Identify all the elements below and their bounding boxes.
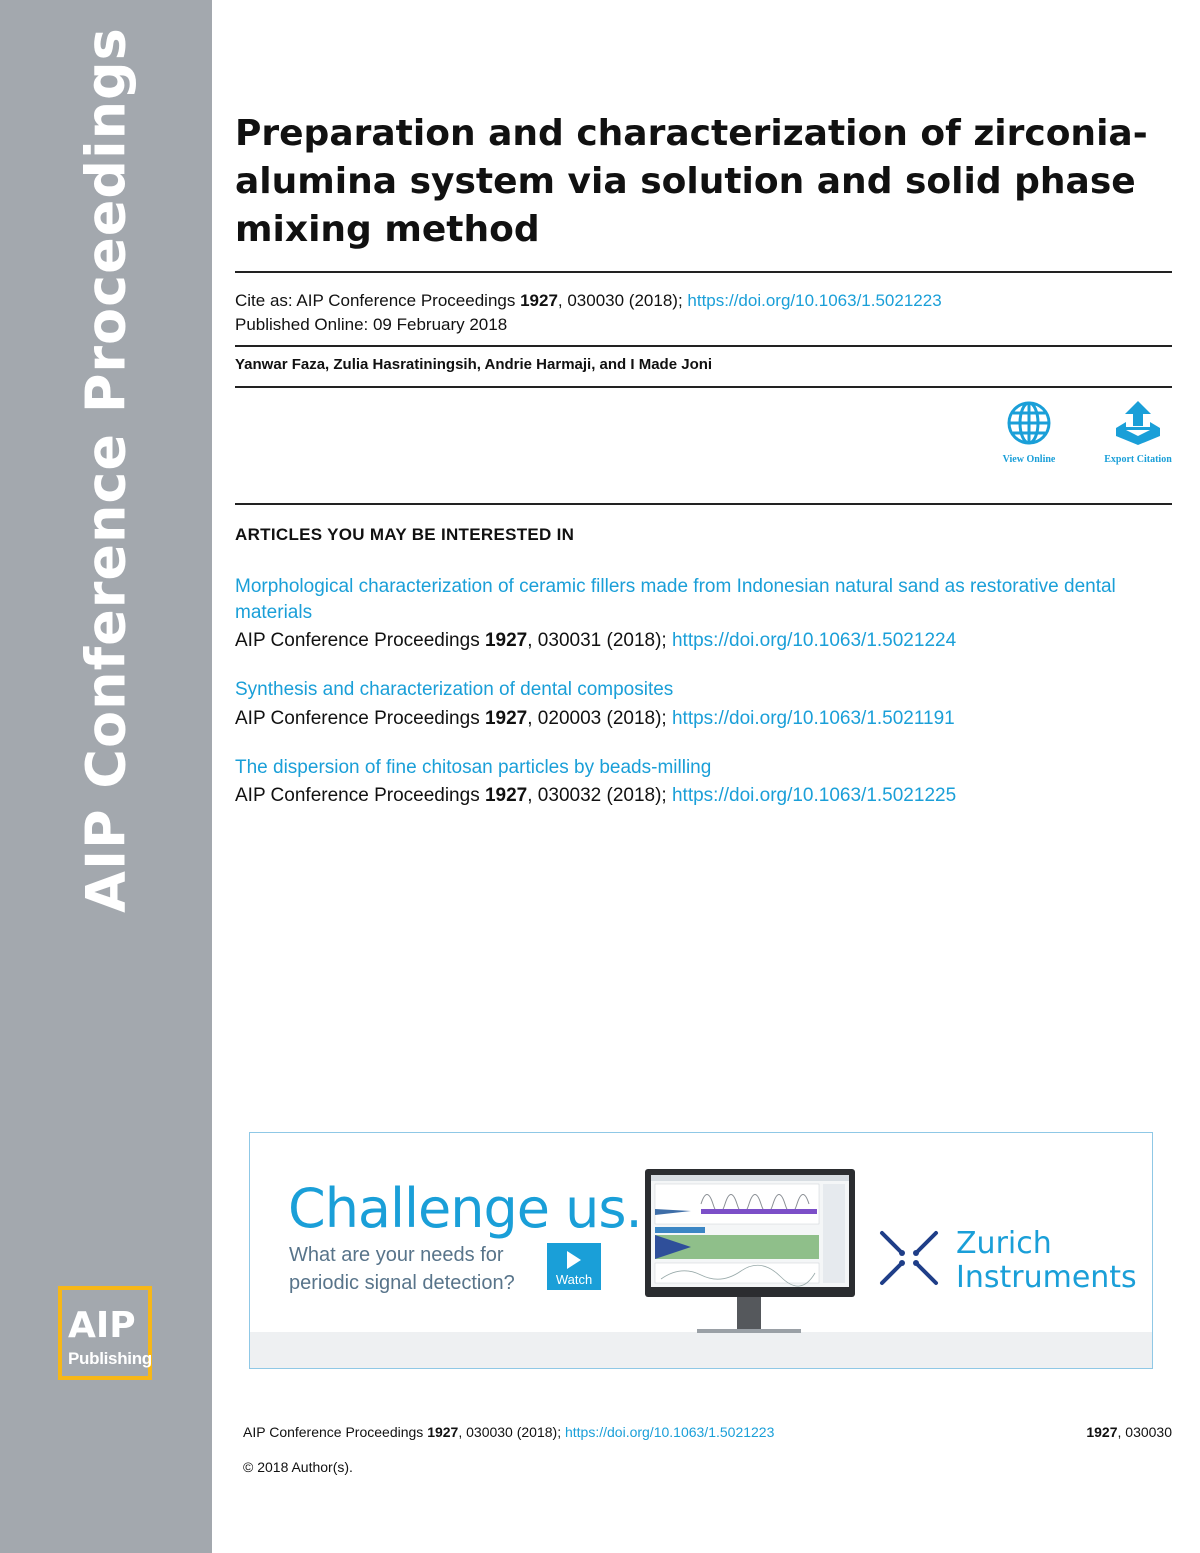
- watch-label: Watch: [555, 1272, 593, 1287]
- source-volume: 1927: [484, 630, 528, 651]
- related-article: [235, 574, 1165, 654]
- monitor-stand: [737, 1297, 761, 1333]
- source-name: AIP Conference Proceedings: [235, 630, 485, 651]
- source-suffix: , 030032 (2018);: [527, 785, 672, 806]
- source-volume: 1927: [484, 785, 528, 806]
- footer-page-number: , 030030: [1117, 1424, 1172, 1440]
- ad-headline: Challenge us.: [288, 1177, 642, 1240]
- logo-subtext: Publishing: [68, 1349, 152, 1368]
- related-doi-link[interactable]: https://doi.org/10.1063/1.5021191: [671, 708, 955, 729]
- related-article-source: [235, 628, 1165, 654]
- ad-bottom-band: [250, 1332, 1152, 1368]
- source-name: AIP Conference Proceedings: [235, 708, 485, 729]
- related-article-title[interactable]: The dispersion of fine chitosan particles by beads-milling: [235, 757, 712, 778]
- ad-subline: What are your needs for periodic signal detection?: [289, 1244, 515, 1294]
- zurich-instruments-logo-icon: [878, 1229, 940, 1287]
- page-footer: [243, 1424, 1172, 1440]
- watch-button[interactable]: [547, 1243, 601, 1290]
- related-doi-link[interactable]: https://doi.org/10.1063/1.5021225: [671, 785, 957, 806]
- citation-block: [235, 289, 942, 337]
- cite-line: [235, 289, 942, 313]
- view-online-button[interactable]: [984, 400, 1074, 465]
- related-heading: ARTICLES YOU MAY BE INTERESTED IN: [235, 525, 575, 544]
- monitor-image: [645, 1169, 855, 1297]
- monitor-foot: [697, 1329, 801, 1333]
- play-icon: [567, 1251, 581, 1269]
- monitor-screen: [651, 1175, 849, 1287]
- related-article-source: [235, 706, 1165, 732]
- sidebar: [0, 0, 212, 1553]
- view-online-label: View Online: [1002, 454, 1056, 465]
- advertisement-banner[interactable]: [249, 1132, 1153, 1369]
- source-name: AIP Conference Proceedings: [235, 785, 485, 806]
- footer-source: AIP Conference Proceedings: [243, 1424, 428, 1440]
- export-citation-label: Export Citation: [1104, 454, 1172, 465]
- brand-line-1: Zurich: [956, 1226, 1052, 1261]
- series-name: AIP Conference Proceedings: [74, 27, 138, 913]
- footer-suffix: , 030030 (2018);: [458, 1424, 565, 1440]
- related-article: [235, 677, 1165, 732]
- zurich-instruments-wordmark: [956, 1227, 1137, 1295]
- brand-line-2: Instruments: [956, 1260, 1137, 1295]
- footer-volume: 1927: [427, 1424, 459, 1440]
- logo-text: AIP: [68, 1305, 136, 1346]
- footer-doi-link[interactable]: https://doi.org/10.1063/1.5021223: [564, 1424, 775, 1440]
- authors: Yanwar Faza, Zulia Hasratiningsih, Andrie Harmaji, and I Made Joni: [235, 356, 713, 373]
- related-article-title[interactable]: Synthesis and characterization of dental composites: [235, 679, 674, 700]
- related-article-title[interactable]: Morphological characterization of ceramic fillers made from Indonesian natural sand as restorative dental materials: [235, 576, 1116, 623]
- globe-icon: [1006, 400, 1052, 446]
- source-volume: 1927: [484, 708, 528, 729]
- article-title: Preparation and characterization of zirconia-alumina system via solution and solid phase mixing method: [235, 113, 1148, 250]
- footer-page-volume: 1927: [1086, 1424, 1118, 1440]
- cite-suffix: , 030030 (2018);: [557, 291, 688, 310]
- export-citation-button[interactable]: [1093, 400, 1183, 465]
- aip-publishing-logo[interactable]: [58, 1286, 152, 1380]
- published-date: Published Online: 09 February 2018: [235, 315, 508, 334]
- divider: [235, 386, 1172, 388]
- source-suffix: , 030031 (2018);: [527, 630, 672, 651]
- related-doi-link[interactable]: https://doi.org/10.1063/1.5021224: [671, 630, 957, 651]
- divider: [235, 503, 1172, 505]
- copyright: © 2018 Author(s).: [243, 1459, 353, 1475]
- software-screenshot-image: [651, 1175, 849, 1287]
- divider: [235, 271, 1172, 273]
- export-icon: [1112, 400, 1164, 446]
- footer-page-ref: [1086, 1424, 1172, 1440]
- source-suffix: , 020003 (2018);: [527, 708, 672, 729]
- related-article: [235, 755, 1165, 809]
- related-article-source: [235, 783, 1165, 809]
- cite-volume: 1927: [520, 291, 558, 310]
- cite-prefix: Cite as: AIP Conference Proceedings: [235, 291, 521, 310]
- doi-link[interactable]: https://doi.org/10.1063/1.5021223: [687, 291, 942, 310]
- divider: [235, 345, 1172, 347]
